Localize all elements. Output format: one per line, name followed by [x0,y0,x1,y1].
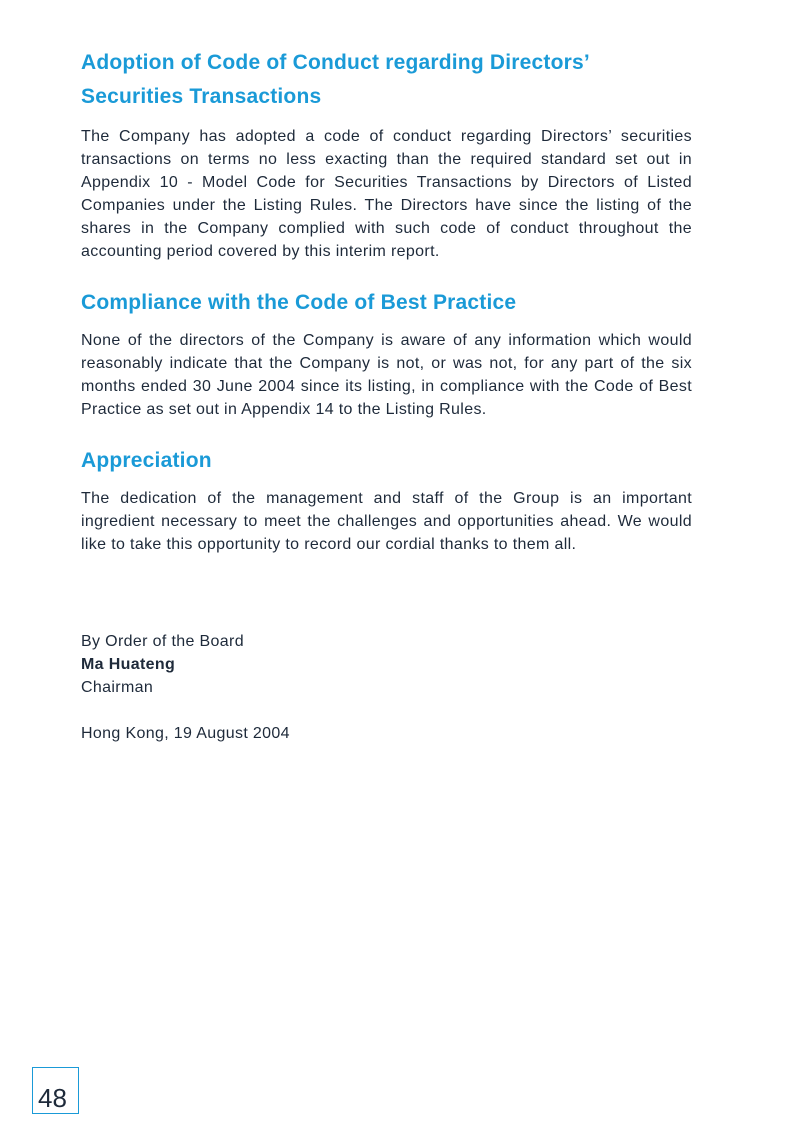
section-heading: Adoption of Code of Conduct regarding Directors’ Securities Transactions [81,51,589,108]
section-code-of-conduct [81,46,692,263]
section-appreciation [81,444,692,556]
section-paragraph: The dedication of the management and staff of the Group is an important ingredient necessary to meet the challenges and opportunities ahead. We would like to take this opportunity to record our cordial thanks to them all. [81,490,692,553]
signatory-title: Chairman [81,679,154,696]
report-content [81,46,692,556]
section-heading: Compliance with the Code of Best Practice [81,291,517,314]
section-paragraph: None of the directors of the Company is aware of any information which would reasonably indicate that the Company is not, or was not, for any part of the six months ended 30 June 2004 since its listing, in compliance with the Code of Best Practice as set out in Appendix 14 to the Listing Rules. [81,332,692,418]
section-best-practice [81,286,692,421]
section-heading: Appreciation [81,449,212,472]
page-number-box [32,1067,79,1114]
section-paragraph: The Company has adopted a code of conduct regarding Directors’ securities transactions on terms no less exacting than the required standard set out in Appendix 10 - Model Code for Securities Transactions by Directors of Listed Companies under the Listing Rules. The Directors have since the listing of the shares in the Company complied with such code of conduct throughout the accounting period covered by this interim report. [81,128,692,260]
page-number: 48 [38,1083,67,1113]
place-date: Hong Kong, 19 August 2004 [81,725,290,742]
signatory-name: Ma Huateng [81,656,176,673]
order-line: By Order of the Board [81,633,244,650]
signature-block [81,630,290,745]
